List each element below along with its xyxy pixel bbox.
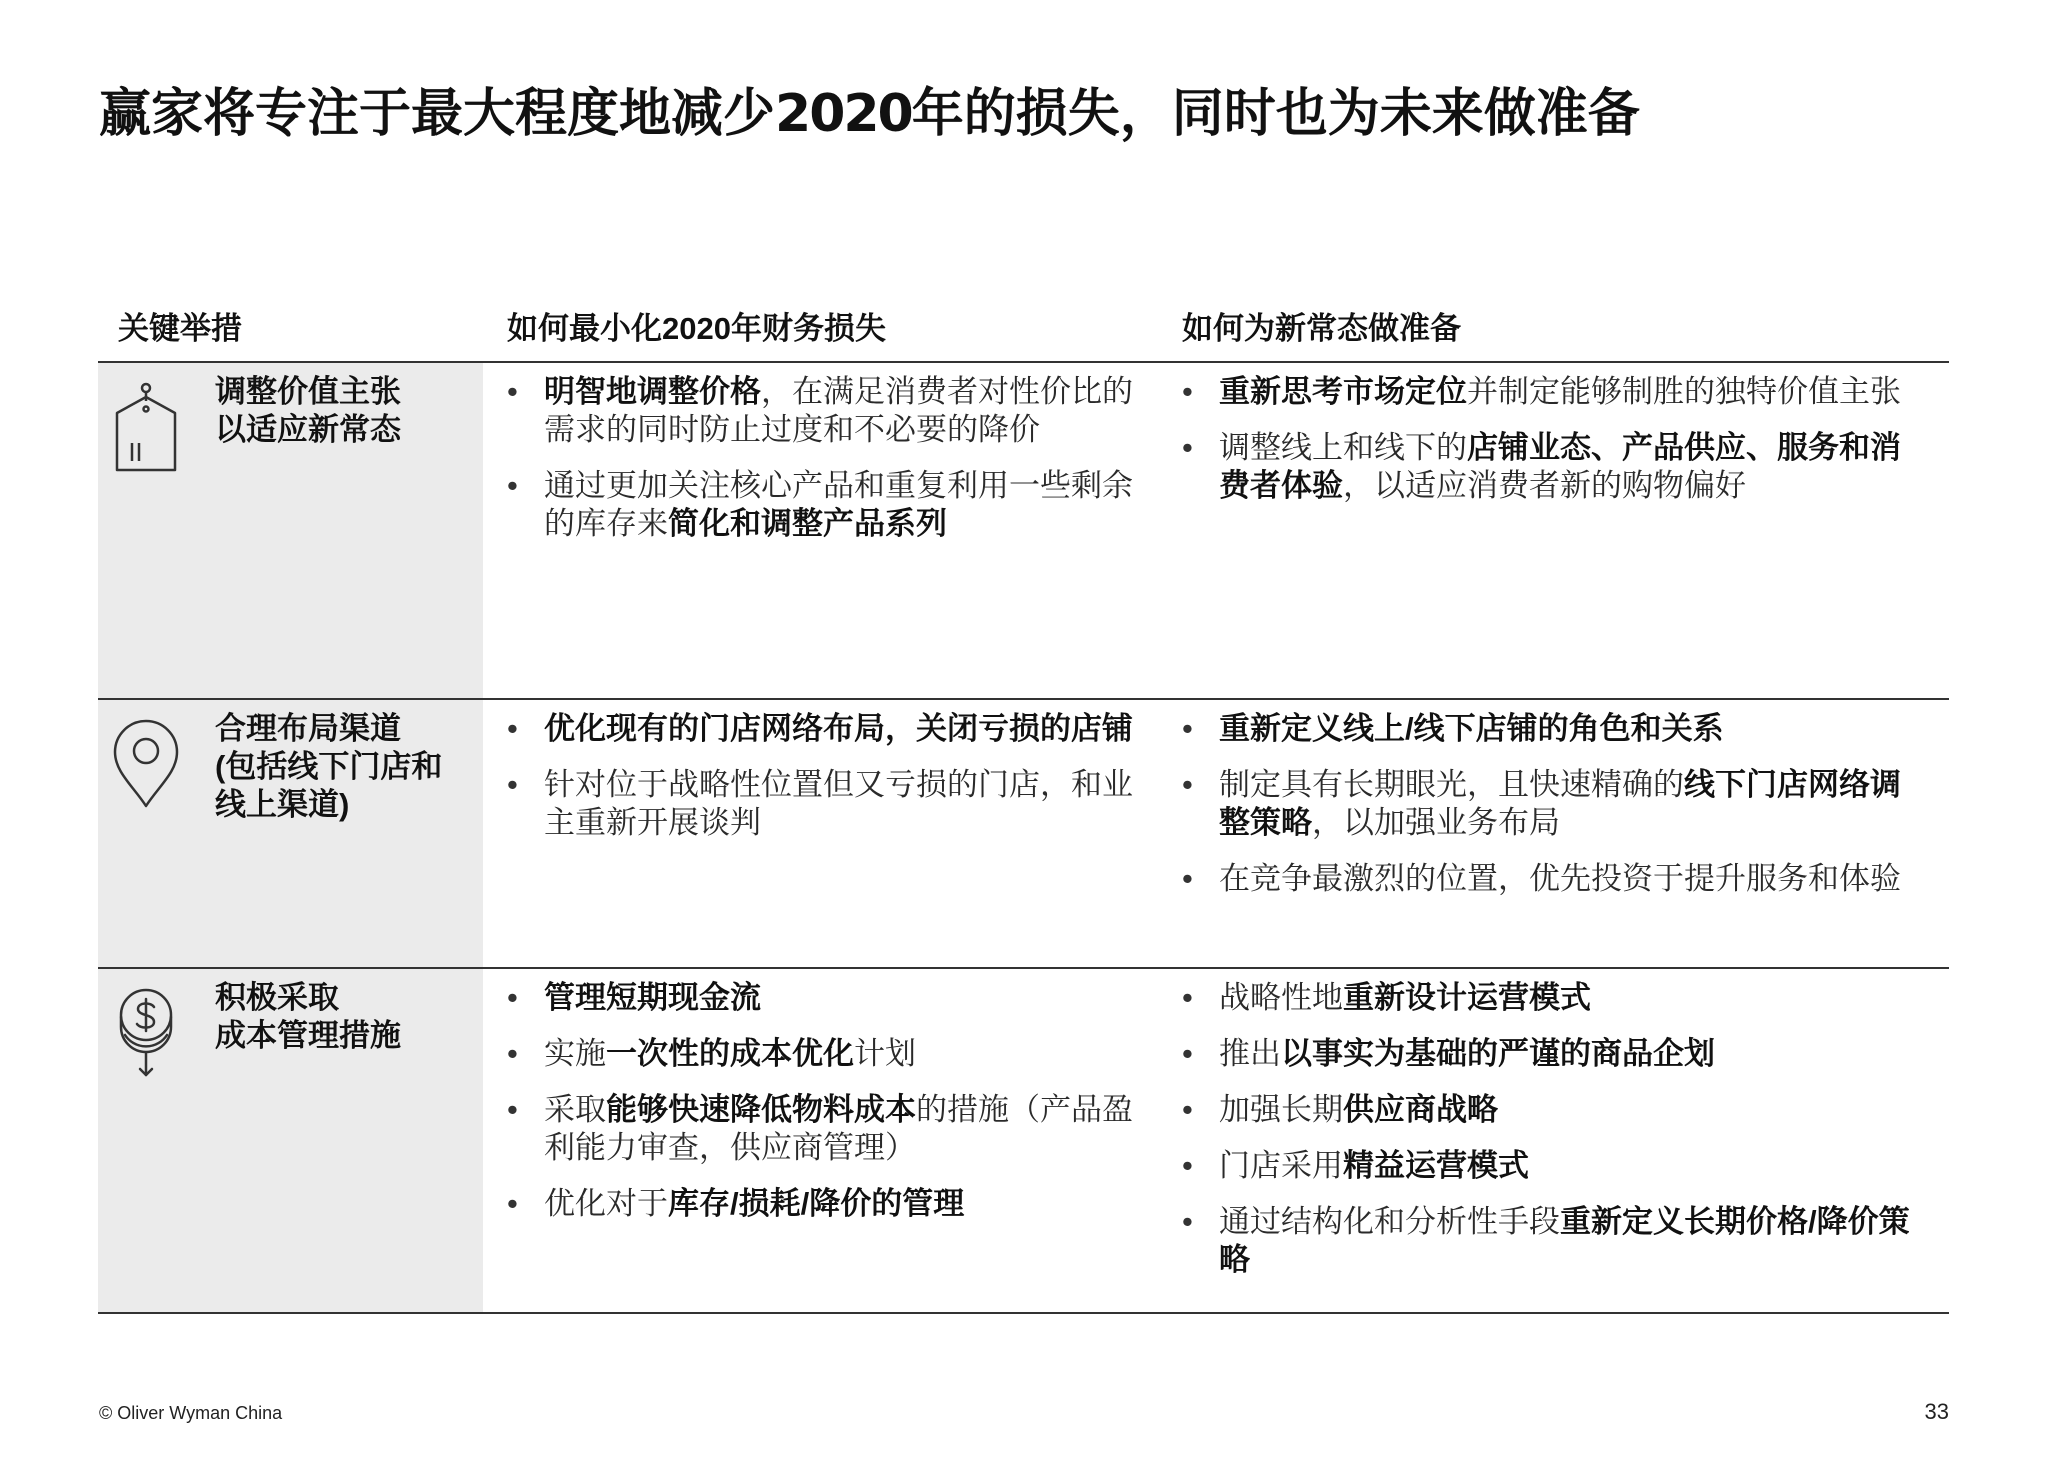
bullet-bold-text: 明智地调整价格 xyxy=(544,374,761,409)
bullet-plain-text: 采取 xyxy=(544,1092,606,1127)
bullet-text xyxy=(544,1091,1137,1167)
bullet-item xyxy=(1182,1147,1917,1185)
bullet-bold-text: 重新设计运营模式 xyxy=(1343,980,1591,1015)
bullet-item xyxy=(507,373,1137,449)
bullet-bold-text: 能够快速降低物料成本 xyxy=(606,1092,916,1127)
row-channel-layout xyxy=(98,700,1949,969)
bullet-dot: • xyxy=(1182,1148,1193,1183)
bullet-dot: • xyxy=(1182,1092,1193,1127)
bullet-item xyxy=(1182,1035,1917,1073)
bullet-bold-text: 供应商战略 xyxy=(1343,1092,1498,1127)
title-year: 2020 xyxy=(775,84,912,144)
bullet-dot: • xyxy=(1182,711,1193,746)
bullet-plain-text: 在竞争最激烈的位置，优先投资于提升服务和体验 xyxy=(1219,861,1901,896)
bullet-plain-text: 的措施（产品盈利能力审查，供应商管理） xyxy=(544,1092,1133,1165)
bullet-text xyxy=(544,766,1137,842)
bullet-plain-text: 推出 xyxy=(1219,1036,1281,1071)
initiative-cell xyxy=(98,969,483,1312)
bullet-item xyxy=(1182,860,1917,898)
bullet-plain-text: 加强长期 xyxy=(1219,1092,1343,1127)
bullet-item xyxy=(1182,979,1917,1017)
header-prepare-new-normal: 如何为新常态做准备 xyxy=(1182,311,1461,346)
bullet-text xyxy=(1219,1091,1917,1129)
bullet-plain-text: 实施 xyxy=(544,1036,606,1071)
bullet-dot: • xyxy=(1182,767,1193,802)
bullet-text xyxy=(1219,710,1917,748)
bullet-item xyxy=(1182,1203,1917,1279)
header-initiative: 关键举措 xyxy=(118,311,242,346)
bullet-dot: • xyxy=(1182,1204,1193,1239)
bullet-item xyxy=(1182,373,1917,411)
bullet-text xyxy=(1219,860,1917,898)
bullet-dot: • xyxy=(507,1036,518,1071)
minimize-losses-list xyxy=(507,710,1137,860)
initiative-label-line: 线上渠道) xyxy=(215,787,350,822)
price-tag-icon xyxy=(111,381,181,473)
bullet-item xyxy=(507,1091,1137,1167)
bullet-text xyxy=(1219,1203,1917,1279)
bullet-plain-text: ，以适应消费者新的购物偏好 xyxy=(1343,468,1746,503)
minimize-losses-list xyxy=(507,979,1137,1241)
initiative-label xyxy=(215,710,442,824)
bullet-plain-text: 计划 xyxy=(854,1036,916,1071)
bullet-item xyxy=(1182,710,1917,748)
bullet-text xyxy=(544,1185,1137,1223)
bullet-item xyxy=(507,710,1137,748)
bullet-dot: • xyxy=(1182,1036,1193,1071)
bullet-text xyxy=(1219,1035,1917,1073)
page-title xyxy=(99,82,1640,146)
header-minimize-losses: 如何最小化2020年财务损失 xyxy=(507,311,886,346)
dollar-coin-icon xyxy=(111,987,181,1079)
initiative-label-line: (包括线下门店和 xyxy=(215,749,443,784)
bullet-bold-text: 以事实为基础的严谨的商品企划 xyxy=(1281,1036,1715,1071)
bullet-plain-text: 战略性地 xyxy=(1219,980,1343,1015)
bullet-plain-text: 针对位于战略性位置但又亏损的门店，和业主重新开展谈判 xyxy=(544,767,1133,840)
initiative-label xyxy=(215,373,401,449)
bullet-bold-text: 一次性的成本优化 xyxy=(606,1036,854,1071)
bullet-bold-text: 库存/损耗/降价的管理 xyxy=(668,1186,965,1221)
bullet-bold-text: 重新定义线上/线下店铺的角色和关系 xyxy=(1219,711,1724,746)
bullet-dot: • xyxy=(507,1186,518,1221)
bullet-text xyxy=(1219,1147,1917,1185)
bullet-item xyxy=(507,467,1137,543)
bullet-plain-text: 优化对于 xyxy=(544,1186,668,1221)
bullet-item xyxy=(1182,429,1917,505)
bullet-item xyxy=(1182,766,1917,842)
bullet-dot: • xyxy=(1182,980,1193,1015)
bullet-bold-text: 线下门店网络调整策略 xyxy=(1219,767,1901,840)
bullet-plain-text: 通过结构化和分析性手段 xyxy=(1219,1204,1560,1239)
initiative-cell xyxy=(98,700,483,967)
bullet-text xyxy=(1219,979,1917,1017)
bullet-text xyxy=(544,1035,1137,1073)
bullet-item xyxy=(1182,1091,1917,1129)
initiative-label-line: 积极采取 xyxy=(215,980,339,1015)
bullet-text xyxy=(544,467,1137,543)
minimize-losses-list xyxy=(507,373,1137,561)
bullet-text xyxy=(1219,429,1917,505)
row-adjust-value-proposition xyxy=(98,363,1949,700)
bullet-dot: • xyxy=(507,1092,518,1127)
initiative-cell xyxy=(98,363,483,698)
bullet-dot: • xyxy=(1182,861,1193,896)
bullet-plain-text: 通过更加关注核心产品和重复利用一些剩余的库存来 xyxy=(544,468,1133,541)
bullet-dot: • xyxy=(1182,430,1193,465)
bullet-plain-text: 门店采用 xyxy=(1219,1148,1343,1183)
bullet-text xyxy=(544,710,1137,748)
bullet-plain-text: ，在满足消费者对性价比的需求的同时防止过度和不必要的降价 xyxy=(544,374,1133,447)
bullet-dot: • xyxy=(507,711,518,746)
bullet-plain-text: 并制定能够制胜的独特价值主张 xyxy=(1467,374,1901,409)
initiative-label-line: 成本管理措施 xyxy=(215,1018,401,1053)
prepare-new-normal-list xyxy=(1182,710,1917,916)
bullet-text xyxy=(1219,373,1917,411)
prepare-new-normal-list xyxy=(1182,373,1917,523)
bullet-bold-text: 精益运营模式 xyxy=(1343,1148,1529,1183)
bullet-dot: • xyxy=(507,767,518,802)
bullet-bold-text: 优化现有的门店网络布局，关闭亏损的店铺 xyxy=(544,711,1133,746)
bullet-plain-text: 调整线上和线下的 xyxy=(1219,430,1467,465)
bullet-bold-text: 简化和调整产品系列 xyxy=(668,506,947,541)
bullet-dot: • xyxy=(507,468,518,503)
bullet-bold-text: 管理短期现金流 xyxy=(544,980,761,1015)
bullet-dot: • xyxy=(1182,374,1193,409)
initiative-label xyxy=(215,979,401,1055)
bullet-item xyxy=(507,1185,1137,1223)
initiative-label-line: 以适应新常态 xyxy=(215,412,401,447)
bullet-dot: • xyxy=(507,980,518,1015)
bullet-bold-text: 重新定义长期价格/降价策略 xyxy=(1219,1204,1910,1277)
location-pin-icon xyxy=(111,718,181,810)
bullet-plain-text: 制定具有长期眼光，且快速精确的 xyxy=(1219,767,1684,802)
bullet-plain-text: ，以加强业务布局 xyxy=(1312,805,1560,840)
bullet-text xyxy=(544,979,1137,1017)
bullet-bold-text: 重新思考市场定位 xyxy=(1219,374,1467,409)
bullet-text xyxy=(544,373,1137,449)
bullet-item xyxy=(507,1035,1137,1073)
bullet-text xyxy=(1219,766,1917,842)
page-number: 33 xyxy=(1924,1399,1949,1424)
copyright-footer: © Oliver Wyman China xyxy=(99,1403,283,1423)
bullet-item xyxy=(507,766,1137,842)
bullet-dot: • xyxy=(507,374,518,409)
bullet-item xyxy=(507,979,1137,1017)
title-post: 年的损失，同时也为未来做准备 xyxy=(911,85,1640,143)
initiative-label-line: 合理布局渠道 xyxy=(215,711,401,746)
title-pre: 赢家将专注于最大程度地减少 xyxy=(99,85,776,143)
initiative-label-line: 调整价值主张 xyxy=(215,374,401,409)
bullet-bold-text: 店铺业态、产品供应、服务和消费者体验 xyxy=(1219,430,1901,503)
prepare-new-normal-list xyxy=(1182,979,1917,1297)
row-cost-management xyxy=(98,969,1949,1314)
